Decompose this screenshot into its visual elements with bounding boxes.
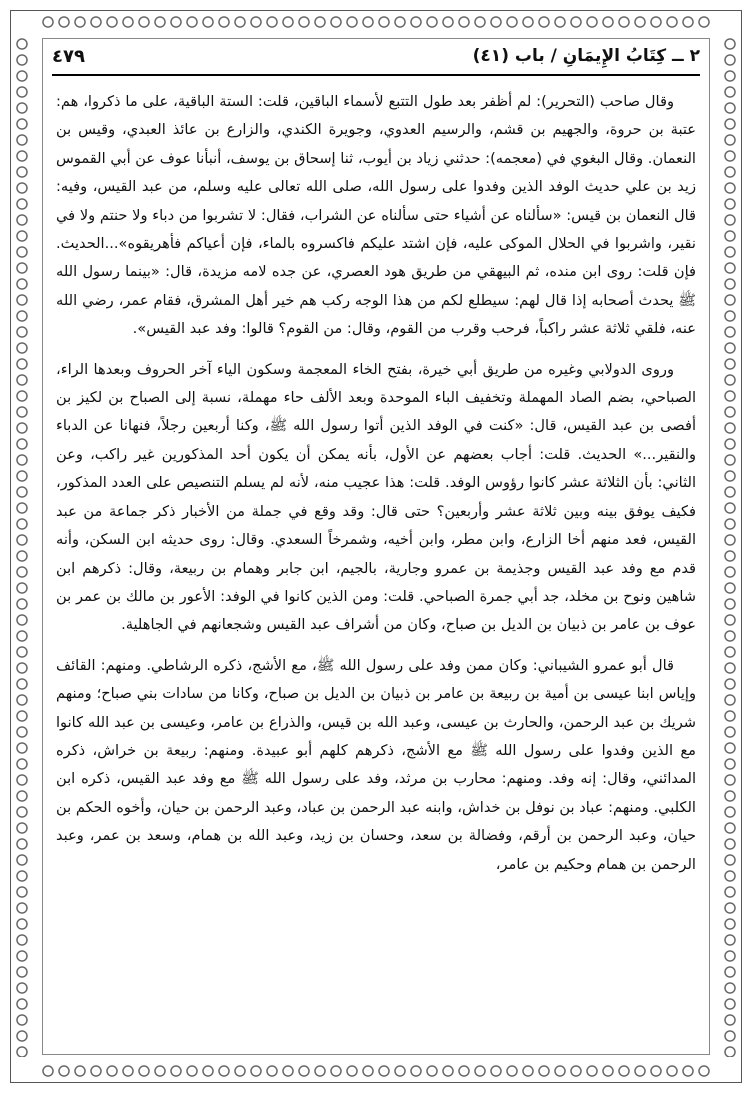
ornament-border-bottom — [40, 1063, 712, 1079]
paragraph: قال أبو عمرو الشيباني: وكان ممن وفد على رسول الله ﷺ، مع الأشج، ذكره الرشاطي. ومنهم: القائف وإياس ابنا عيسى بن أمية بن ربيعة بن عامر بن ذبيان بن الديل بن صباح، وكانا من سادات بني صباح؛ ومنهم شريك بن عبد الرحمن، والحارث بن عيسى، وعبد الله بن قيس، والذراع بن عامر، وعيسى بن عبد الله كانوا مع الذين وفدوا على رسول الله ﷺ مع الأشج، ذكرهم كلهم أبو عبيدة. ومنهم: ربيعة بن خراش، ذكره المدائني، وقال: إنه وفد. ومنهم: محارب بن مرثد، وفد على رسول الله ﷺ مع وفد عبد القيس، ذكره ابن الكلبي. ومنهم: عباد بن نوفل بن خداش، وابنه عبد الرحمن بن عباد، وعبد الرحمن بن حيان، وأخوه الحكم بن حيان، وعبد الرحمن بن أرقم، وفضالة بن سعد، وحسان بن زيد، وعبد الله بن همام، وسعد بن عمر، وعبد الرحمن بن همام وحكيم بن عامر، — [56, 656, 696, 873]
ornament-border-left — [14, 36, 30, 1057]
page-body — [56, 88, 696, 1053]
ornament-border-top — [40, 14, 712, 30]
paragraph: وقال صاحب (التحرير): لم أظفر بعد طول التتبع لأسماء الباقين، قلت: الستة الباقية، على ما ذكروا، هم: عتبة بن حروة، والجهيم بن قشم، والرسيم العدوي، وجويرة الكندي، والزارع بن عائذ العبدي، وقيس بن النعمان. وقال البغوي في (معجمه): حدثني زياد بن أيوب، ثنا إسحاق بن يوسف، أنبأنا عوف عن أبي القموس زيد بن علي حديث الوفد الذين وفدوا على رسول الله، صلى الله تعالى عليه وسلم، من عبد القيس، وفيه: قال النعمان بن قيس: «سألناه عن أشياء حتى سألناه عن الشراب، فقال: لا تشربوا من دباء ولا حنتم ولا في نقير، واشربوا في الحلال الموكى عليه، فإن اشتد عليكم فاكسروه بالماء، فإن أعياكم فأهريقوه»...الحديث. فإن قلت: روى ابن منده، ثم البيهقي من طريق هود العصري، عن جده لامه مزيدة، قال: «بينما رسول الله ﷺ يحدث أصحابه إذا قال لهم: سيطلع لكم من هذا الوجه ركب هم خير أهل المشرق، فقام عمر، رضي الله عنه، فلقي ثلاثة عشر راكباً، فرحب وقرب من القوم، وقال: من القوم؟ قالوا: وفد عبد القيس». — [56, 93, 696, 338]
running-title: ٢ ــ كِتَابُ الإِيمَانِ / باب (٤١) — [472, 46, 700, 66]
page-header — [52, 44, 700, 76]
ornament-border-right — [722, 36, 738, 1057]
paragraph: وروى الدولابي وغيره من طريق أبي خيرة، بفتح الخاء المعجمة وسكون الياء آخر الحروف وبعدها الراء، الصباحي، بضم الصاد المهملة وتخفيف الباء الموحدة وبعد الألف حاء مهملة، نسبة إلى الصباح بن لكيز بن أفصى بن عبد القيس، قال: «كنت في الوفد الذين أتوا رسول الله ﷺ، وكنا أربعين رجلاً، فنهانا عن الدباء والنقير...» الحديث. قلت: أجاب بعضهم عن الأول، بأنه يمكن أن يكون أحد المذكورين غير راكب، وعن الثاني: بأن الثلاثة عشر كانوا رؤوس الوفد. قلت: هذا عجيب منه، لأنه لم يسلم التنصيص على العدد المذكور، فكيف يوفق بينه وبين ثلاثة عشر وأربعين؟ حتى قال: وقد وقع في جملة من الأخبار ذكر جماعة من عبد القيس، فعد منهم أخا الزارع، وابن مطر، وابن أخيه، وشمرخاً السعدي. وقال: روى حديثه ابن السكن، وأنه قدم مع وفد عبد القيس وجذيمة بن عمرو وجارية، بالجيم، ابن جابر وهمام بن ربيعة، وقال: ذكرهم ابن شاهين ونوح بن مخلد، جد أبي جمرة الصباحي. قلت: ومن الذين كانوا في الوفد: الأعور بن مالك بن عمر بن عوف بن عامر بن ذبيان بن الديل بن صباح، وكان من أشراف عبد القيس وشجعانهم في الجاهلية. — [56, 360, 696, 634]
page-number: ٤٧٩ — [52, 46, 85, 67]
